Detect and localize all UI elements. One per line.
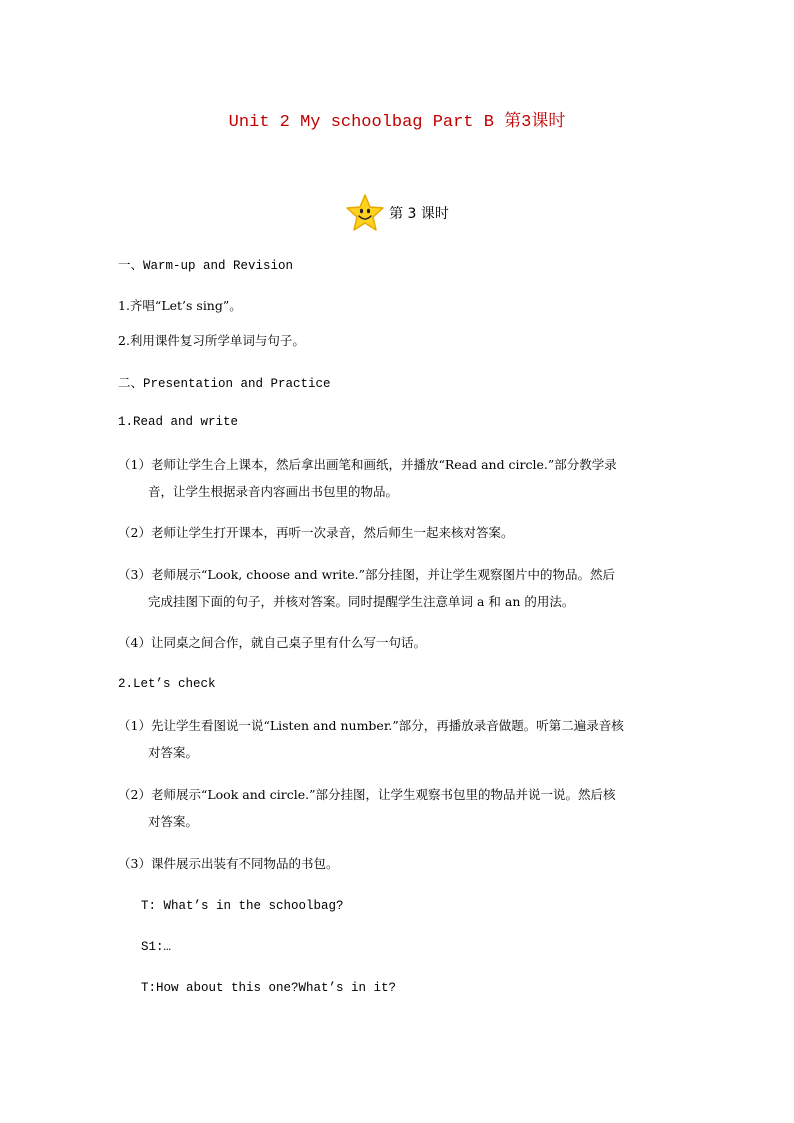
list-item-line: （4）让同桌之间合作，就自己桌子里有什么写一句话。 (118, 635, 426, 650)
list-item-line: （1）先让学生看图说一说“Listen and number.”部分，再播放录音做题。听第二遍录音核 (118, 718, 624, 733)
page-title: Unit 2 My schoolbag Part B 第3课时 (228, 113, 566, 132)
dialogue-line: S1:… (141, 940, 172, 954)
dialogue-line: T:How about this one?What’s in it? (141, 981, 397, 995)
list-item: 2.利用课件复习所学单词与句子。 (118, 333, 305, 348)
section-heading-warmup: 一、Warm-up and Revision (118, 259, 294, 273)
list-item-line: 音，让学生根据录音内容画出书包里的物品。 (148, 484, 399, 499)
lesson-subheading (0, 193, 794, 233)
star-icon (345, 193, 385, 233)
list-item-line: 对答案。 (148, 814, 199, 829)
list-item-line: （2）老师展示“Look and circle.”部分挂图，让学生观察书包里的物品并说一说。然后核 (118, 787, 616, 802)
list-item (118, 561, 678, 615)
subheading-text: 第 3 课时 (389, 206, 449, 222)
list-item (118, 629, 678, 656)
list-item: 1.齐唱“Let’s sing”。 (118, 298, 242, 313)
list-item (118, 712, 678, 766)
list-item (118, 850, 678, 877)
list-item-line: （1）老师让学生合上课本，然后拿出画笔和画纸，并播放“Read and circle.”部分教学录 (118, 457, 617, 472)
section-heading-presentation: 二、Presentation and Practice (118, 377, 331, 391)
list-item-line: 对答案。 (148, 745, 199, 760)
list-item (118, 451, 678, 505)
list-item-line: （3）课件展示出装有不同物品的书包。 (118, 856, 339, 871)
subsection-heading-read-write: 1.Read and write (118, 415, 239, 429)
list-item (118, 781, 678, 835)
list-item-line: 完成挂图下面的句子，并核对答案。同时提醒学生注意单词 a 和 an 的用法。 (148, 594, 575, 609)
subsection-heading-lets-check: 2.Let’s check (118, 677, 216, 691)
list-item-line: （2）老师让学生打开课本，再听一次录音，然后师生一起来核对答案。 (118, 525, 514, 540)
list-item-line: （3）老师展示“Look, choose and write.”部分挂图，并让学生观察图片中的物品。然后 (118, 567, 616, 582)
dialogue-line: T: What’s in the schoolbag? (141, 899, 344, 913)
list-item (118, 519, 678, 546)
